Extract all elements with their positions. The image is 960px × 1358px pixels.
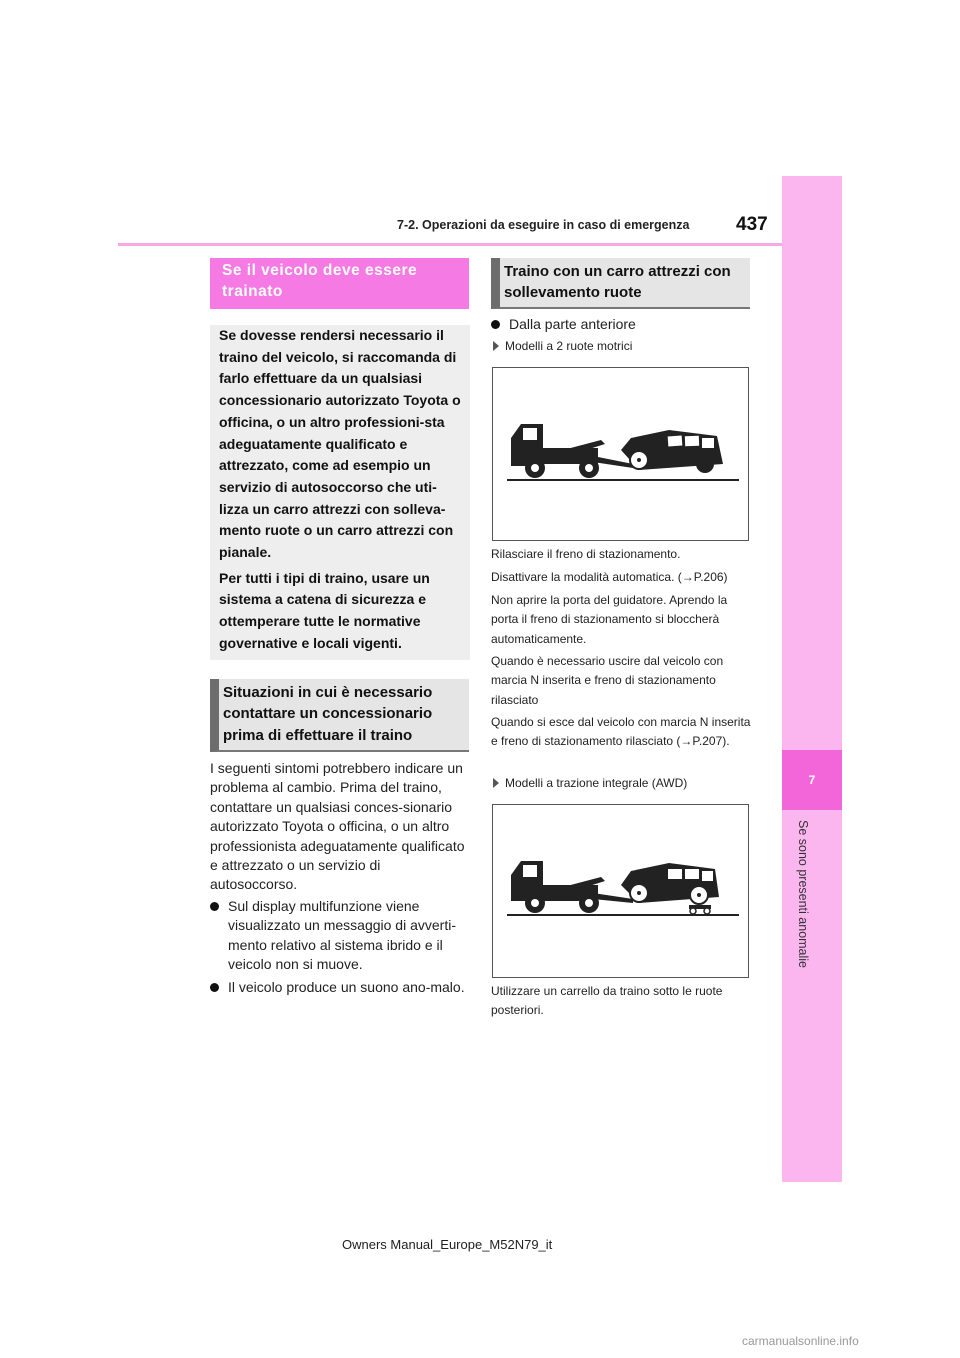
symptoms-paragraph: I seguenti sintomi potrebbero indicare un problema al cambio. Prima del traino, contattare un qualsiasi conces-sionario autorizzato Toyota o officina, o un altro professionista adeguatamente qualificato e attrezzato o un servizio di autosoccorso. [210, 760, 465, 893]
bullet-item [491, 315, 751, 334]
towing-heading: Se il veicolo deve essere trainato [210, 258, 469, 309]
chapter-side-tab [782, 176, 842, 1182]
bullet-item [210, 978, 470, 997]
chapter-title: Se sono presenti anomalie [796, 820, 810, 969]
bullet-text: Dalla parte anteriore [509, 316, 636, 332]
header-rule [118, 243, 782, 246]
sub-item-text: Modelli a trazione integrale (AWD) [505, 776, 688, 790]
info-paragraph-2: Per tutti i tipi di traino, usare un sistema a catena di sicurezza e ottemperare tutte le normative governative e locali vigenti. [219, 569, 430, 651]
tow-truck-dolly-illustration-icon [493, 805, 750, 979]
chapter-number-tab[interactable]: 7 [782, 750, 842, 810]
triangle-arrow-icon [493, 778, 499, 788]
sub-item-text: Modelli a 2 ruote motrici [505, 339, 633, 353]
bullet-text: Sul display multifunzione viene visualizzato un messaggio di avverti-mento relativo al sistema ibrido e il veicolo non si muove. [228, 898, 456, 973]
bullet-dot-icon [210, 983, 219, 992]
note-line: Disattivare la modalità automatica. (→P.206) [491, 570, 728, 584]
tow-truck-illustration-icon [493, 368, 750, 542]
watermark[interactable]: carmanualsonline.info [742, 1334, 859, 1348]
note-line: Quando si esce dal veicolo con marcia N inserita e freno di stazionamento rilasciato (→P.207). [491, 715, 751, 749]
sub-item [493, 775, 687, 791]
bullet-item [210, 897, 470, 975]
sub-item [493, 338, 632, 354]
chapter-title-tab [782, 820, 842, 990]
page-number: 437 [736, 214, 768, 235]
note-line: Non aprire la porta del guidatore. Aprendo la porta il freno di stazionamento si bloccherà automaticamente. [491, 593, 728, 646]
bullet-text: Il veicolo produce un suono ano-malo. [228, 979, 465, 995]
tow-truck-2wd-figure [492, 367, 749, 541]
note-line: Quando è necessario uscire dal veicolo con marcia N inserita e freno di stazionamento rilasciato [491, 654, 724, 707]
tow-truck-awd-figure [492, 804, 749, 978]
bullet-dot-icon [210, 902, 219, 911]
note-line: Rilasciare il freno di stazionamento. [491, 547, 681, 561]
note-line: Utilizzare un carrello da traino sotto le ruote posteriori. [491, 984, 723, 1018]
bullet-dot-icon [491, 320, 500, 329]
dealer-contact-heading: Situazioni in cui è necessario contattare un concessionario prima di effettuare il traino [210, 679, 469, 752]
wheel-lift-heading: Traino con un carro attrezzi con sollevamento ruote [491, 258, 750, 309]
section-title: 7-2. Operazioni da eseguire in caso di emergenza [397, 218, 690, 232]
triangle-arrow-icon [493, 341, 499, 351]
info-paragraph-1: Se dovesse rendersi necessario il traino del veicolo, si raccomanda di farlo effettuare da un qualsiasi concessionario autorizzato Toyota o officina, o un altro professioni-sta adeguatamente qualificato e attrezzato, come ad esempio un servizio di autosoccorso che uti-lizza un carro attrezzi con solleva-mento ruote o un carro attrezzi con pianale. [219, 327, 461, 561]
footer-manual-id: Owners Manual_Europe_M52N79_it [342, 1237, 553, 1252]
towing-info-box [210, 325, 470, 660]
